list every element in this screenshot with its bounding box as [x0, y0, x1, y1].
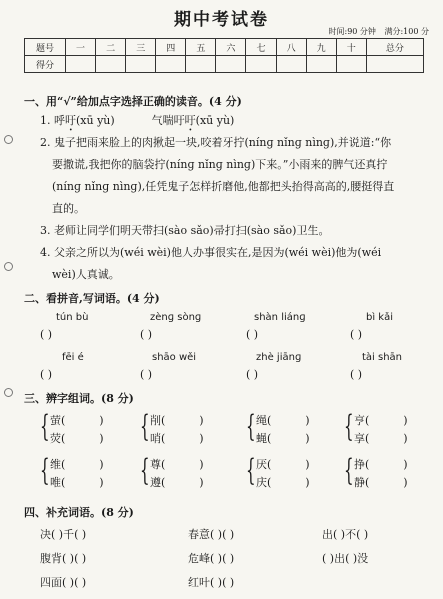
score-cell: 九 — [306, 39, 336, 56]
score-cell: 四 — [156, 39, 186, 56]
char-row[interactable]: 尊( ) — [150, 458, 204, 471]
brace-icon: { — [140, 409, 150, 444]
section-1-heading: 一、用“√”给加点字选择正确的读音。(4 分) — [24, 95, 242, 108]
idiom-blank[interactable]: 腹背( )( ) — [40, 552, 87, 565]
score-blank[interactable] — [306, 56, 336, 73]
section-3-heading: 三、辨字组词。(8 分) — [24, 392, 134, 405]
page-title: 期中考试卷 — [174, 10, 269, 30]
q1-options[interactable]: (xū yù) — [76, 114, 115, 127]
char-row[interactable]: 削( ) — [150, 414, 204, 427]
idiom-blank[interactable]: 春意( )( ) — [188, 528, 235, 541]
question-4-line[interactable]: wèi)人真诚。 — [52, 268, 120, 281]
char-group — [344, 409, 434, 448]
score-cell: 三 — [126, 39, 156, 56]
answer-blank[interactable]: ( ) — [40, 328, 53, 341]
char-group — [40, 453, 130, 492]
q1-options[interactable]: (xū yù) — [195, 114, 235, 127]
question-1 — [40, 114, 234, 134]
pinyin-label: shāo wěi — [152, 352, 197, 363]
question-2-line[interactable]: 要撒谎,我把你的脑袋拧(nínɡ nǐnɡ nìnɡ)下来。”小雨来的脾气还真拧 — [52, 158, 388, 171]
answer-blank[interactable]: ( ) — [140, 328, 153, 341]
score-blank[interactable] — [186, 56, 216, 73]
score-blank[interactable] — [336, 56, 366, 73]
char-row[interactable]: 唯( ) — [50, 476, 104, 489]
char-group — [40, 409, 130, 448]
score-cell: 五 — [186, 39, 216, 56]
char-row[interactable]: 静( ) — [354, 476, 408, 489]
char-row[interactable]: 荧( ) — [50, 432, 104, 445]
idiom-blank[interactable]: 危峰( )( ) — [188, 552, 235, 565]
brace-icon: { — [246, 409, 256, 444]
score-cell: 六 — [216, 39, 246, 56]
pinyin-label: shàn liánɡ — [254, 312, 306, 323]
char-row[interactable]: 绳( ) — [256, 414, 310, 427]
score-blank[interactable] — [156, 56, 186, 73]
question-3[interactable]: 3. 老师让同学们明天带扫(sào sǎo)帚打扫(sào sǎo)卫生。 — [40, 224, 330, 237]
exam-meta — [323, 26, 429, 37]
pinyin-label: zhè jiānɡ — [256, 352, 302, 363]
score-cell: 总分 — [366, 39, 423, 56]
score-cell: 得分 — [25, 56, 66, 73]
score-blank[interactable] — [246, 56, 276, 73]
pinyin-label: tún bù — [56, 312, 89, 323]
answer-blank[interactable]: ( ) — [246, 328, 259, 341]
score-blank[interactable] — [276, 56, 306, 73]
char-row[interactable]: 庆( ) — [256, 476, 310, 489]
binding-hole-icon — [4, 135, 12, 146]
score-blank[interactable] — [126, 56, 156, 73]
char-row[interactable]: 享( ) — [354, 432, 408, 445]
score-cell: 题号 — [25, 39, 66, 56]
brace-icon: { — [344, 409, 354, 444]
question-2-line[interactable]: (nínɡ nǐnɡ nìnɡ),任凭鬼子怎样折磨他,他都把头抬得高高的,腰挺得直 — [52, 180, 395, 193]
question-2-line[interactable]: 2. 鬼子把雨来脸上的肉揪起一块,咬着牙拧(nínɡ nǐnɡ nìnɡ),并说道:“你 — [40, 136, 392, 149]
section-4-heading: 四、补充词语。(8 分) — [24, 506, 134, 519]
binding-hole-icon — [4, 262, 12, 273]
char-group — [140, 453, 230, 492]
full-score: 满分:100 分 — [384, 27, 429, 36]
binding-hole-icon — [4, 388, 12, 399]
pinyin-label: zènɡ sònɡ — [150, 312, 202, 323]
q1-part-b: 气喘吁 — [151, 114, 185, 127]
score-cell: 十 — [336, 39, 366, 56]
brace-icon: { — [344, 453, 354, 488]
score-blank[interactable] — [96, 56, 126, 73]
score-cell: 二 — [96, 39, 126, 56]
char-group — [246, 409, 336, 448]
q1-part-a: 1. 呼 — [40, 114, 65, 127]
score-table — [24, 38, 424, 73]
idiom-blank[interactable]: 四面( )( ) — [40, 576, 87, 589]
q1-dot-char: 吁 — [184, 114, 196, 127]
score-blank[interactable] — [366, 56, 423, 73]
score-table-score-row — [25, 56, 424, 73]
char-row[interactable]: 遵( ) — [150, 476, 204, 489]
pinyin-label: fēi é — [62, 352, 84, 363]
time-limit: 时间:90 分钟 — [328, 27, 376, 36]
answer-blank[interactable]: ( ) — [350, 328, 363, 341]
score-cell: 一 — [66, 39, 96, 56]
char-group — [140, 409, 230, 448]
brace-icon: { — [40, 453, 50, 488]
idiom-blank[interactable]: ( )出( )没 — [322, 552, 369, 565]
brace-icon: { — [140, 453, 150, 488]
score-table-header-row — [25, 39, 424, 56]
brace-icon: { — [40, 409, 50, 444]
char-row[interactable]: 挣( ) — [354, 458, 408, 471]
score-cell: 七 — [246, 39, 276, 56]
idiom-blank[interactable]: 出( )不( ) — [322, 528, 369, 541]
char-row[interactable]: 亨( ) — [354, 414, 408, 427]
idiom-blank[interactable]: 红叶( )( ) — [188, 576, 235, 589]
char-group — [344, 453, 434, 492]
section-2-heading: 二、看拼音,写词语。(4 分) — [24, 292, 160, 305]
brace-icon: { — [246, 453, 256, 488]
question-2-line: 直的。 — [52, 202, 85, 215]
q1-dot-char: 吁 — [65, 114, 76, 127]
char-row[interactable]: 蝇( ) — [256, 432, 310, 445]
pinyin-label: tài shān — [362, 352, 403, 363]
answer-blank[interactable]: ( ) — [350, 368, 363, 381]
score-blank[interactable] — [216, 56, 246, 73]
char-group — [246, 453, 336, 492]
char-row[interactable]: 维( ) — [50, 458, 104, 471]
idiom-blank[interactable]: 决( )千( ) — [40, 528, 87, 541]
score-blank[interactable] — [66, 56, 96, 73]
char-row[interactable]: 萤( ) — [50, 414, 104, 427]
score-cell: 八 — [276, 39, 306, 56]
answer-blank[interactable]: ( ) — [40, 368, 53, 381]
answer-blank[interactable]: ( ) — [246, 368, 259, 381]
char-row[interactable]: 哨( ) — [150, 432, 204, 445]
char-row[interactable]: 厌( ) — [256, 458, 310, 471]
pinyin-label: bì kǎi — [366, 312, 394, 323]
question-4-line[interactable]: 4. 父亲之所以为(wéi wèi)他人办事很实在,是因为(wéi wèi)他为(wéi — [40, 246, 382, 259]
answer-blank[interactable]: ( ) — [140, 368, 153, 381]
